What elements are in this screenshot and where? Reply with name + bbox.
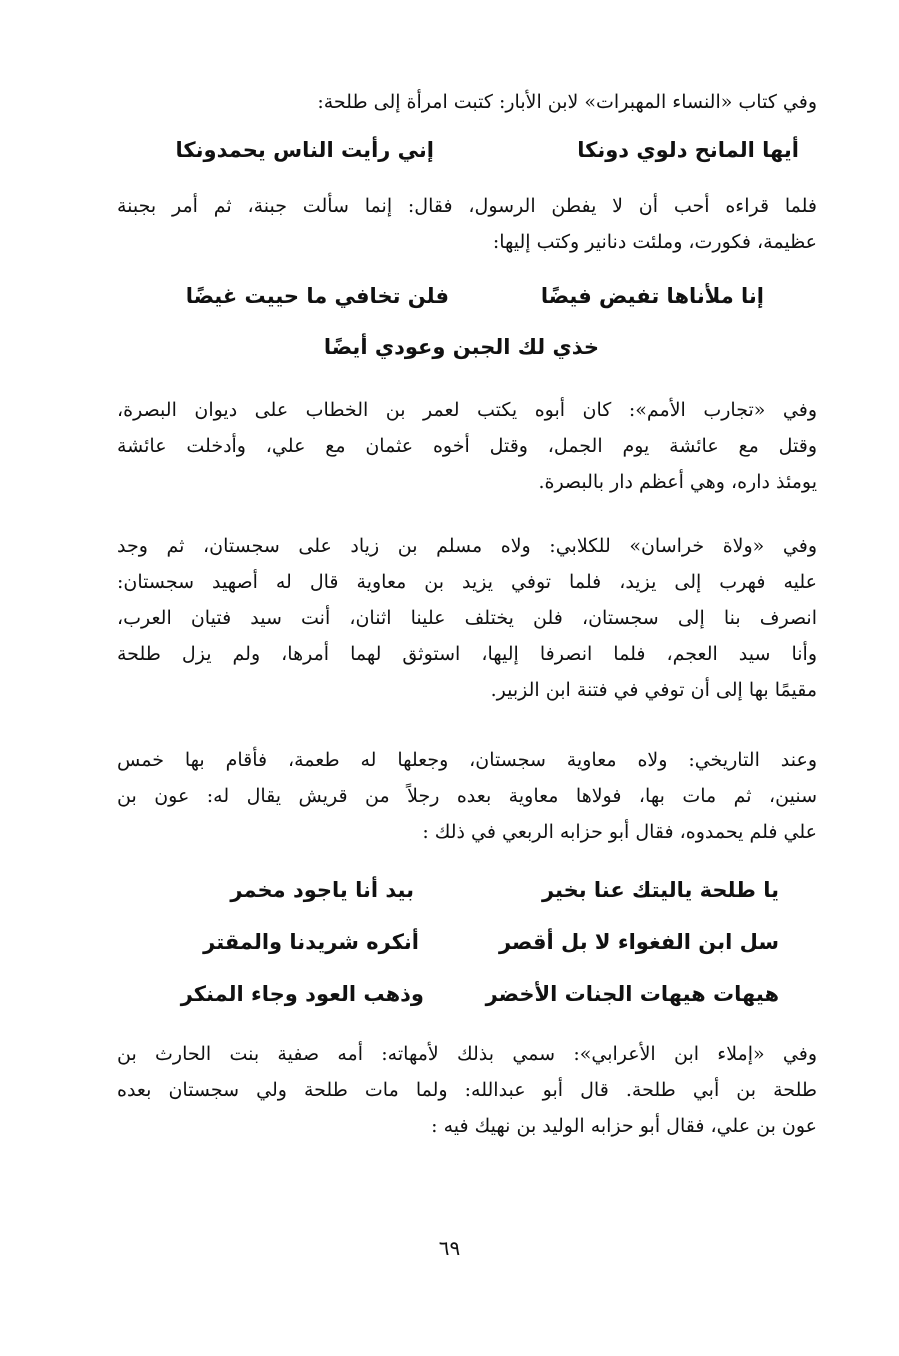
paragraph-4-line-1: وعند التاريخي: ولاه معاوية سجستان، وجعلها له طعمة، فأقام بها خمس: [117, 749, 817, 771]
paragraph-1-line-1: فلما قراءه أحب أن لا يفطن الرسول، فقال: إنما سألت جبنة، ثم أمر بجبنة: [117, 195, 817, 217]
paragraph-5: [117, 1036, 817, 1144]
page-number: ٦٩: [438, 1236, 461, 1260]
paragraph-5-line-1: وفي «إملاء ابن الأعرابي»: سمي بذلك لأمهاته: أمه صفية بنت الحارث بن: [117, 1043, 817, 1065]
poem-line-2-first: سل ابن الفغواء لا بل أقصر: [498, 930, 779, 954]
poem-line-3-first: هيهات هيهات الجنات الأخضر: [485, 982, 779, 1006]
paragraph-5-line-3: عون بن علي، فقال أبو حزابه الوليد بن نهيك فيه :: [431, 1115, 817, 1137]
paragraph-3-line-4: وأنا سيد العجم، فلما انصرفا إليها، استوثق لهما أمرها، ولم يزل طلحة: [117, 643, 817, 665]
paragraph-2-line-3: يومئذ داره، وهي أعظم دار بالبصرة.: [538, 471, 817, 493]
verse1-first-hemistich: أيها المانح دلوي دونكا: [577, 138, 799, 162]
poem-line-1-first: يا طلحة ياليتك عنا بخير: [541, 878, 779, 902]
paragraph-1-line-2: عظيمة، فكورت، وملئت دنانير وكتب إليها:: [492, 231, 817, 253]
poem-line-2-second: أنكره شريدنا والمقتر: [203, 930, 419, 954]
paragraph-3-line-2: عليه فهرب إلى يزيد، فلما توفي يزيد بن معاوية قال له أصهيد سجستان:: [117, 571, 817, 593]
intro-paragraph: [117, 84, 817, 120]
verse2-second-hemistich: فلن تخافي ما حييت غيضًا: [185, 284, 449, 308]
intro-line-1: وفي كتاب «النساء المهبرات» لابن الأبار: كتبت امرأة إلى طلحة:: [317, 91, 817, 113]
paragraph-2: [117, 392, 817, 500]
paragraph-3-line-3: انصرف بنا إلى سجستان، فلن يختلف علينا اثنان، أنت سيد فتيان العرب،: [117, 607, 817, 629]
paragraph-2-line-2: وقتل مع عائشة يوم الجمل، وقتل أخوه عثمان مع علي، وأدخلت عائشة: [117, 435, 817, 457]
verse2-single-line: خذي لك الجبن وعودي أيضًا: [323, 335, 599, 359]
paragraph-3: [117, 528, 817, 708]
paragraph-3-line-1: وفي «ولاة خراسان» للكلابي: ولاه مسلم بن زياد على سجستان، ثم وجد: [117, 535, 817, 557]
paragraph-3-line-5: مقيمًا بها إلى أن توفي في فتنة ابن الزبير.: [490, 679, 817, 701]
verse1-second-hemistich: إني رأيت الناس يحمدونكا: [175, 138, 434, 162]
paragraph-4-line-2: سنين، ثم مات بها، فولاها معاوية بعده رجلاً من قريش يقال له: عون بن: [117, 785, 817, 807]
paragraph-2-line-1: وفي «تجارب الأمم»: كان أبوه يكتب لعمر بن الخطاب على ديوان البصرة،: [117, 399, 817, 421]
poem-line-3-second: وذهب العود وجاء المنكر: [180, 982, 424, 1006]
paragraph-4-line-3: علي فلم يحمدوه، فقال أبو حزابه الربعي في ذلك :: [422, 821, 817, 843]
verse2-first-hemistich: إنا ملأناها تفيض فيضًا: [540, 284, 764, 308]
paragraph-4: [117, 742, 817, 850]
paragraph-1: [117, 188, 817, 260]
poem-line-1-second: بيد أنا ياجود مخمر: [230, 878, 414, 902]
paragraph-5-line-2: طلحة بن أبي طلحة. قال أبو عبدالله: ولما مات طلحة ولي سجستان بعده: [117, 1079, 817, 1101]
